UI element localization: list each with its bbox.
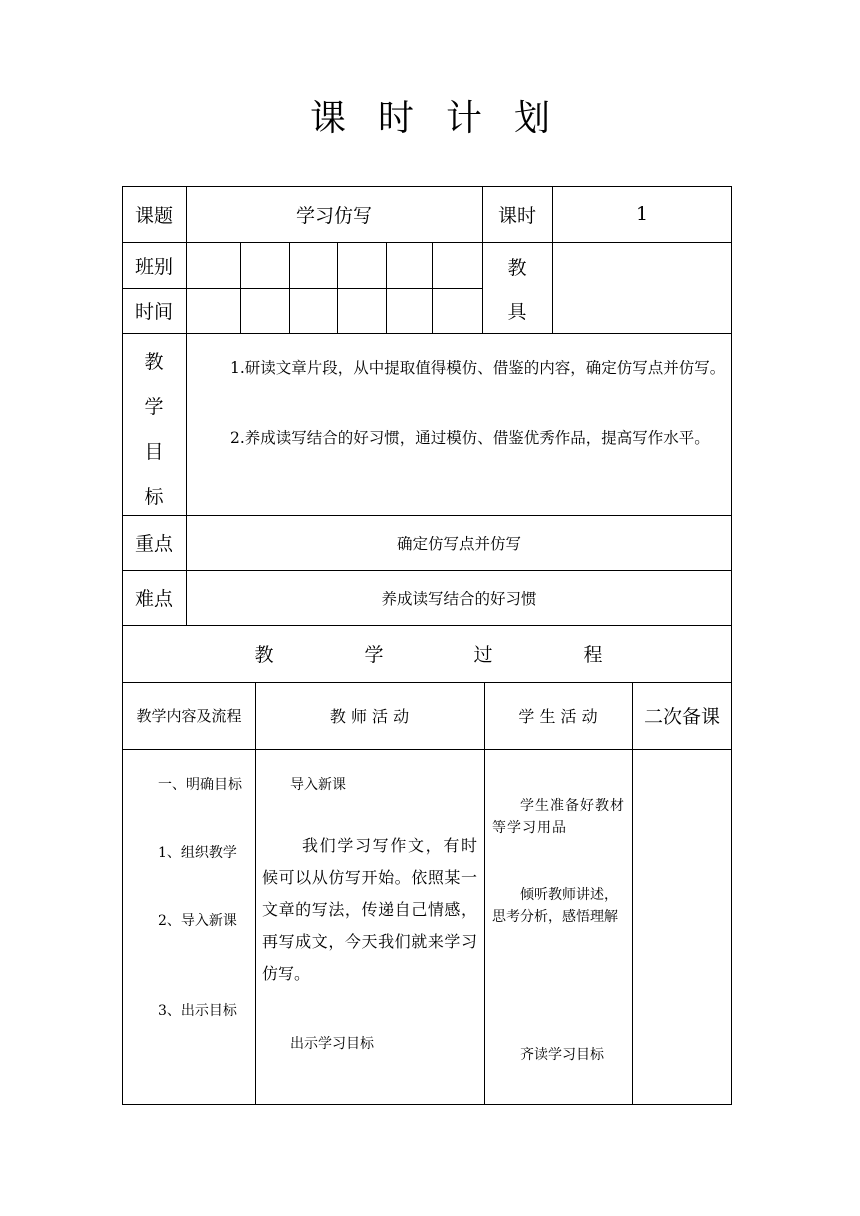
student-prepare: 学生准备好教材等学习用品 — [492, 798, 625, 836]
flow-item: 3、出示目标 — [158, 1003, 237, 1019]
objectives-label-char: 学 — [144, 396, 164, 418]
flow-item: 1、组织教学 — [158, 845, 237, 861]
process-heading-char: 过 — [473, 644, 493, 666]
objectives-label-char: 教 — [144, 351, 164, 373]
objective-item-1: 1.研读文章片段，从中提取值得模仿、借鉴的内容，确定仿写点并仿写。 — [230, 359, 726, 377]
flow-item: 2、导入新课 — [158, 913, 237, 929]
topic-label: 课题 — [134, 204, 173, 227]
student-listen: 倾听教师讲述，思考分析，感悟理解 — [492, 887, 618, 925]
teacher-intro: 导入新课 — [290, 777, 346, 793]
table-border-right — [731, 186, 732, 1105]
objective-item-2: 2.养成读写结合的好习惯，通过模仿、借鉴优秀作品，提高写作水平。 — [230, 429, 710, 447]
col-teacher-header: 教 师 活 动 — [329, 707, 410, 726]
table-rule — [289, 242, 290, 333]
tools-label-2: 具 — [507, 300, 527, 323]
table-rule — [122, 242, 732, 243]
key-point-value: 确定仿写点并仿写 — [396, 534, 521, 553]
table-rule — [122, 749, 732, 750]
table-rule — [432, 242, 433, 333]
table-border-bottom — [122, 1104, 732, 1105]
table-rule — [240, 242, 241, 333]
process-heading-char: 学 — [364, 644, 384, 666]
table-rule — [122, 625, 732, 626]
objectives-label — [139, 340, 169, 520]
col-prep-header: 二次备课 — [643, 706, 720, 728]
teacher-body-text: 我们学习写作文，有时候可以从仿写开始。依照某一文章的写法，传递自己情感，再写成文，今天我们就来学习仿写。 — [262, 836, 477, 983]
time-label: 时间 — [134, 301, 173, 323]
flow-item: 一、明确目标 — [158, 777, 242, 793]
class-label: 班别 — [134, 255, 173, 278]
objectives-label-char: 标 — [144, 486, 164, 508]
student-read: 齐读学习目标 — [520, 1047, 604, 1063]
key-point-label: 重点 — [134, 533, 173, 555]
col-content-header: 教学内容及流程 — [136, 706, 242, 725]
teacher-show-goals: 出示学习目标 — [290, 1036, 374, 1052]
objectives-label-char: 目 — [144, 441, 164, 463]
table-rule — [122, 333, 732, 334]
tools-label-1: 教 — [507, 256, 527, 279]
hours-value: 1 — [635, 203, 649, 225]
process-heading-char: 程 — [583, 644, 603, 666]
difficulty-value: 养成读写结合的好习惯 — [381, 589, 537, 608]
hours-label: 课时 — [497, 204, 536, 227]
difficulty-label: 难点 — [134, 588, 173, 610]
page-title: 课时计划 — [309, 98, 582, 139]
col-student-header: 学 生 活 动 — [518, 707, 598, 726]
lesson-plan-table — [122, 186, 732, 1105]
process-heading-char: 教 — [254, 644, 274, 666]
topic-value: 学习仿写 — [295, 204, 372, 227]
table-rule — [337, 242, 338, 333]
table-rule — [386, 242, 387, 333]
